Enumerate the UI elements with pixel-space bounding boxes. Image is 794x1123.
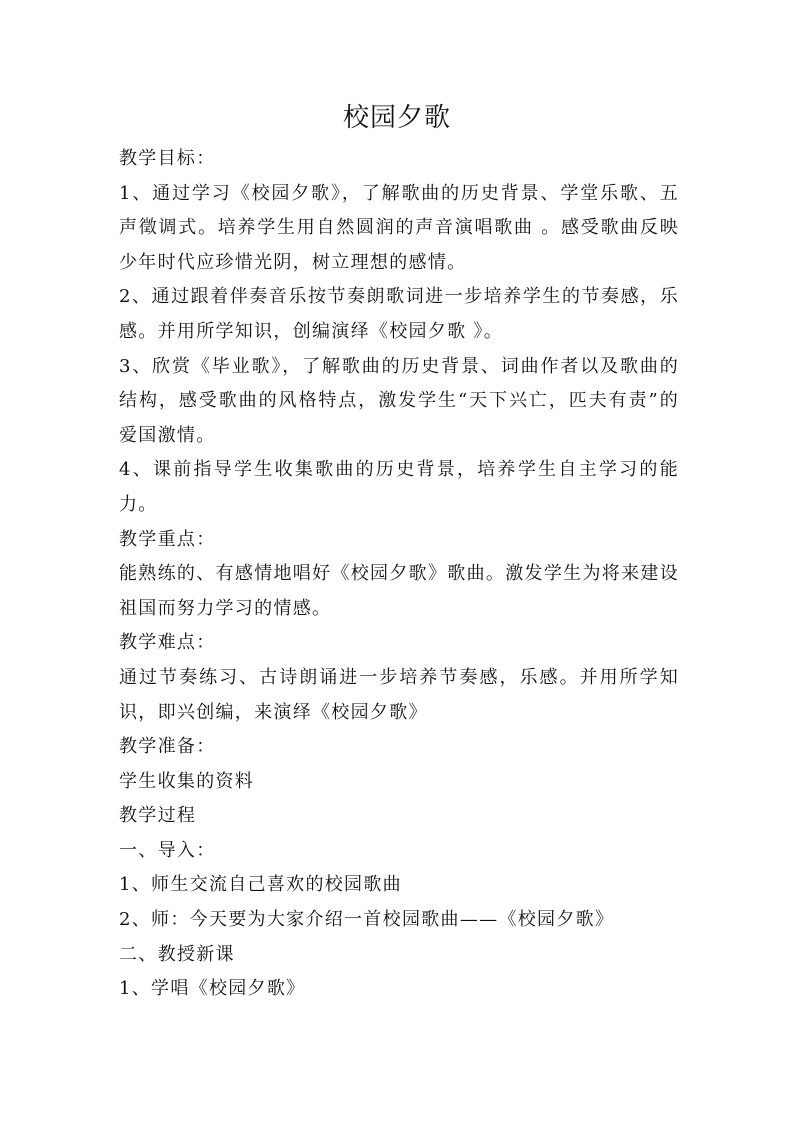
goal-paragraph-4: 4、课前指导学生收集歌曲的历史背景，培养学生自主学习的能力。 [119, 459, 679, 515]
goal-paragraph-3: 3、欣赏《毕业歌》，了解歌曲的历史背景、词曲作者以及歌曲的结构，感受歌曲的风格特点，激发学生“天下兴亡，匹夫有责”的爱国激情。 [119, 355, 679, 446]
intro-step-1: 1、师生交流自己喜欢的校园歌曲 [119, 874, 402, 896]
heading-key-points: 教学重点： [119, 528, 216, 550]
section-intro: 一、导入： [119, 839, 216, 861]
new-lesson-step-1: 1、学唱《校园夕歌》 [119, 978, 306, 1000]
difficulties-paragraph: 通过节奏练习、古诗朗诵进一步培养节奏感，乐感。并用所学知识，即兴创编，来演绎《校园夕歌》 [119, 666, 679, 723]
document-body [119, 142, 679, 1007]
intro-step-2: 2、师：今天要为大家介绍一首校园歌曲——《校园夕歌》 [119, 909, 615, 931]
heading-process: 教学过程 [119, 805, 197, 827]
goal-paragraph-2: 2、通过跟着伴奏音乐按节奏朗歌词进一步培养学生的节奏感，乐感。并用所学知识，创编演绎《校园夕歌 》。 [119, 286, 679, 342]
document-title: 校园夕歌 [342, 103, 451, 133]
heading-teaching-goals: 教学目标： [119, 148, 216, 169]
heading-preparation: 教学准备： [119, 736, 216, 758]
preparation-paragraph: 学生收集的资料 [119, 770, 255, 792]
key-points-paragraph: 能熟练的、有感情地唱好《校园夕歌》歌曲。激发学生为将来建设祖国而努力学习的情感。 [119, 563, 679, 619]
section-new-lesson: 二、教授新课 [119, 943, 235, 965]
goal-paragraph-1: 1、通过学习《校园夕歌》，了解歌曲的历史背景、学堂乐歌、五声徵调式。培养学生用自然圆润的声音演唱歌曲 。感受歌曲反映少年时代应珍惜光阴，树立理想的感情。 [119, 182, 679, 273]
heading-difficulties: 教学难点： [119, 632, 216, 654]
